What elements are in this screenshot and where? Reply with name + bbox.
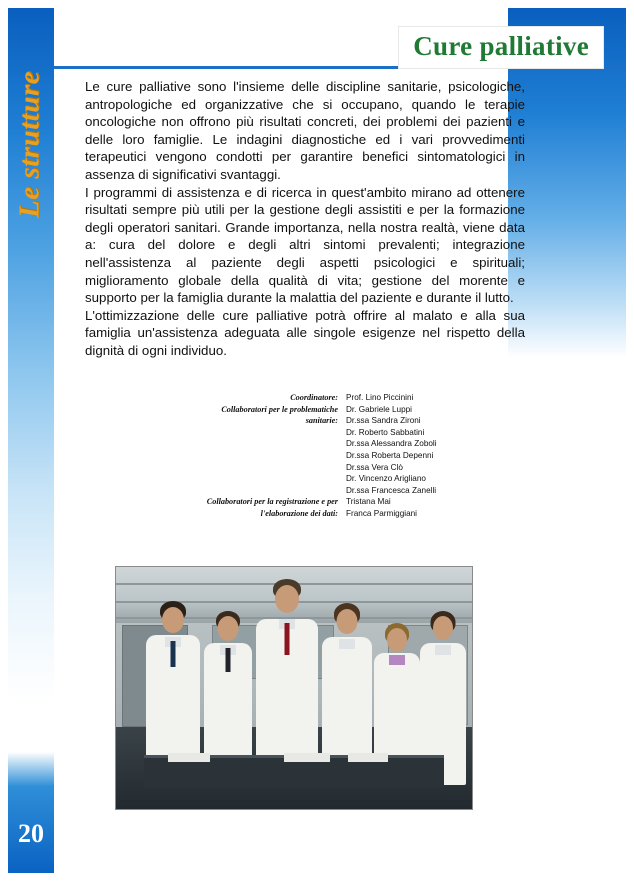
paragraph-3: L'ottimizzazione delle cure palliative potrà offrire al malato e alla sua famiglia un'assistenza adeguata alle singole esigenze nel rispetto della dignità di ogni individuo. xyxy=(85,307,525,358)
photo-person-head xyxy=(387,628,407,652)
photo-person-head xyxy=(433,616,453,640)
photo-papers xyxy=(284,753,330,762)
photo-person-collar xyxy=(389,655,405,665)
credit-value-line: Tristana Mai xyxy=(346,497,391,507)
body-text xyxy=(85,78,525,360)
credit-value-line: Dr.ssa Francesca Zanelli xyxy=(346,485,437,495)
photo-papers xyxy=(168,753,210,762)
credit-value-line: Dr.ssa Roberta Depenni xyxy=(346,450,434,460)
credit-value-line: Dr.ssa Sandra Zironi xyxy=(346,416,421,426)
photo-person-head xyxy=(275,585,299,613)
page-title-plate xyxy=(398,26,604,69)
photo-person-tie xyxy=(285,623,290,655)
paragraph-2: I programmi di assistenza e di ricerca in quest'ambito mirano ad ottenere risultati sempre più utili per la gestione degli assistiti e per la formazione degli operatori sanitari. Grande importanza, nella nostra realtà, viene data a: cura del dolore e degli altri sintomi prevalenti; integrazione nell'assistenza al paziente degli aspetti psicologici e spirituali; miglioramento globale della qualità di vita; gestione del morente e supporto per la famiglia durante la malattia del paziente e durante il lutto. xyxy=(85,184,525,306)
credits-block xyxy=(200,392,530,520)
credit-value-line: Dr. Gabriele Luppi xyxy=(346,404,412,414)
credit-value-line: Dr.ssa Vera Clò xyxy=(346,462,403,472)
credit-label: Collaboratori per la registrazione e per l'elaborazione dei dati: xyxy=(206,497,338,518)
paragraph-1: Le cure palliative sono l'insieme delle discipline sanitarie, psicologiche, antropologiche ed organizzative che si occupano, quando le terapie oncologiche non offrono più risultati concreti, dei problemi dei pazienti e delle loro famiglie. Le indagini diagnostiche ed i vari provvedimenti terapeutici vengono condotti per garantire benefici sintomatologici in assenza di significativi svantaggi. xyxy=(85,79,525,182)
credit-value: Prof. Lino Piccinini xyxy=(346,393,414,402)
credit-value-line: Dr.ssa Alessandra Zoboli xyxy=(346,439,437,449)
photo-person-head xyxy=(162,607,184,633)
credit-row xyxy=(200,496,530,519)
photo-person-collar xyxy=(339,639,355,649)
photo-papers xyxy=(348,753,388,762)
page-number: 20 xyxy=(18,819,44,848)
page-title: Cure palliative xyxy=(413,31,589,61)
photo-person-tie xyxy=(171,641,176,667)
credit-row xyxy=(200,392,530,404)
photo-person-head xyxy=(337,609,358,634)
credit-value-line: Dr. Vincenzo Arigliano xyxy=(346,474,426,484)
photo-person-head xyxy=(218,616,239,641)
side-tab-title: Le strutture xyxy=(13,71,46,218)
credit-value-line: Dr. Roberto Sabbatini xyxy=(346,427,425,437)
group-photo xyxy=(115,566,473,810)
left-decorative-band xyxy=(8,8,54,873)
photo-person-collar xyxy=(435,645,451,655)
credit-label: Coordinatore: xyxy=(290,393,338,402)
credit-value xyxy=(346,496,530,519)
credit-row xyxy=(200,404,530,497)
credit-label: Collaboratori per le problematiche sanitarie: xyxy=(221,404,338,426)
credit-value-line: Franca Parmiggiani xyxy=(346,508,417,518)
photo-person-tie xyxy=(226,648,231,672)
credit-value xyxy=(346,404,530,497)
